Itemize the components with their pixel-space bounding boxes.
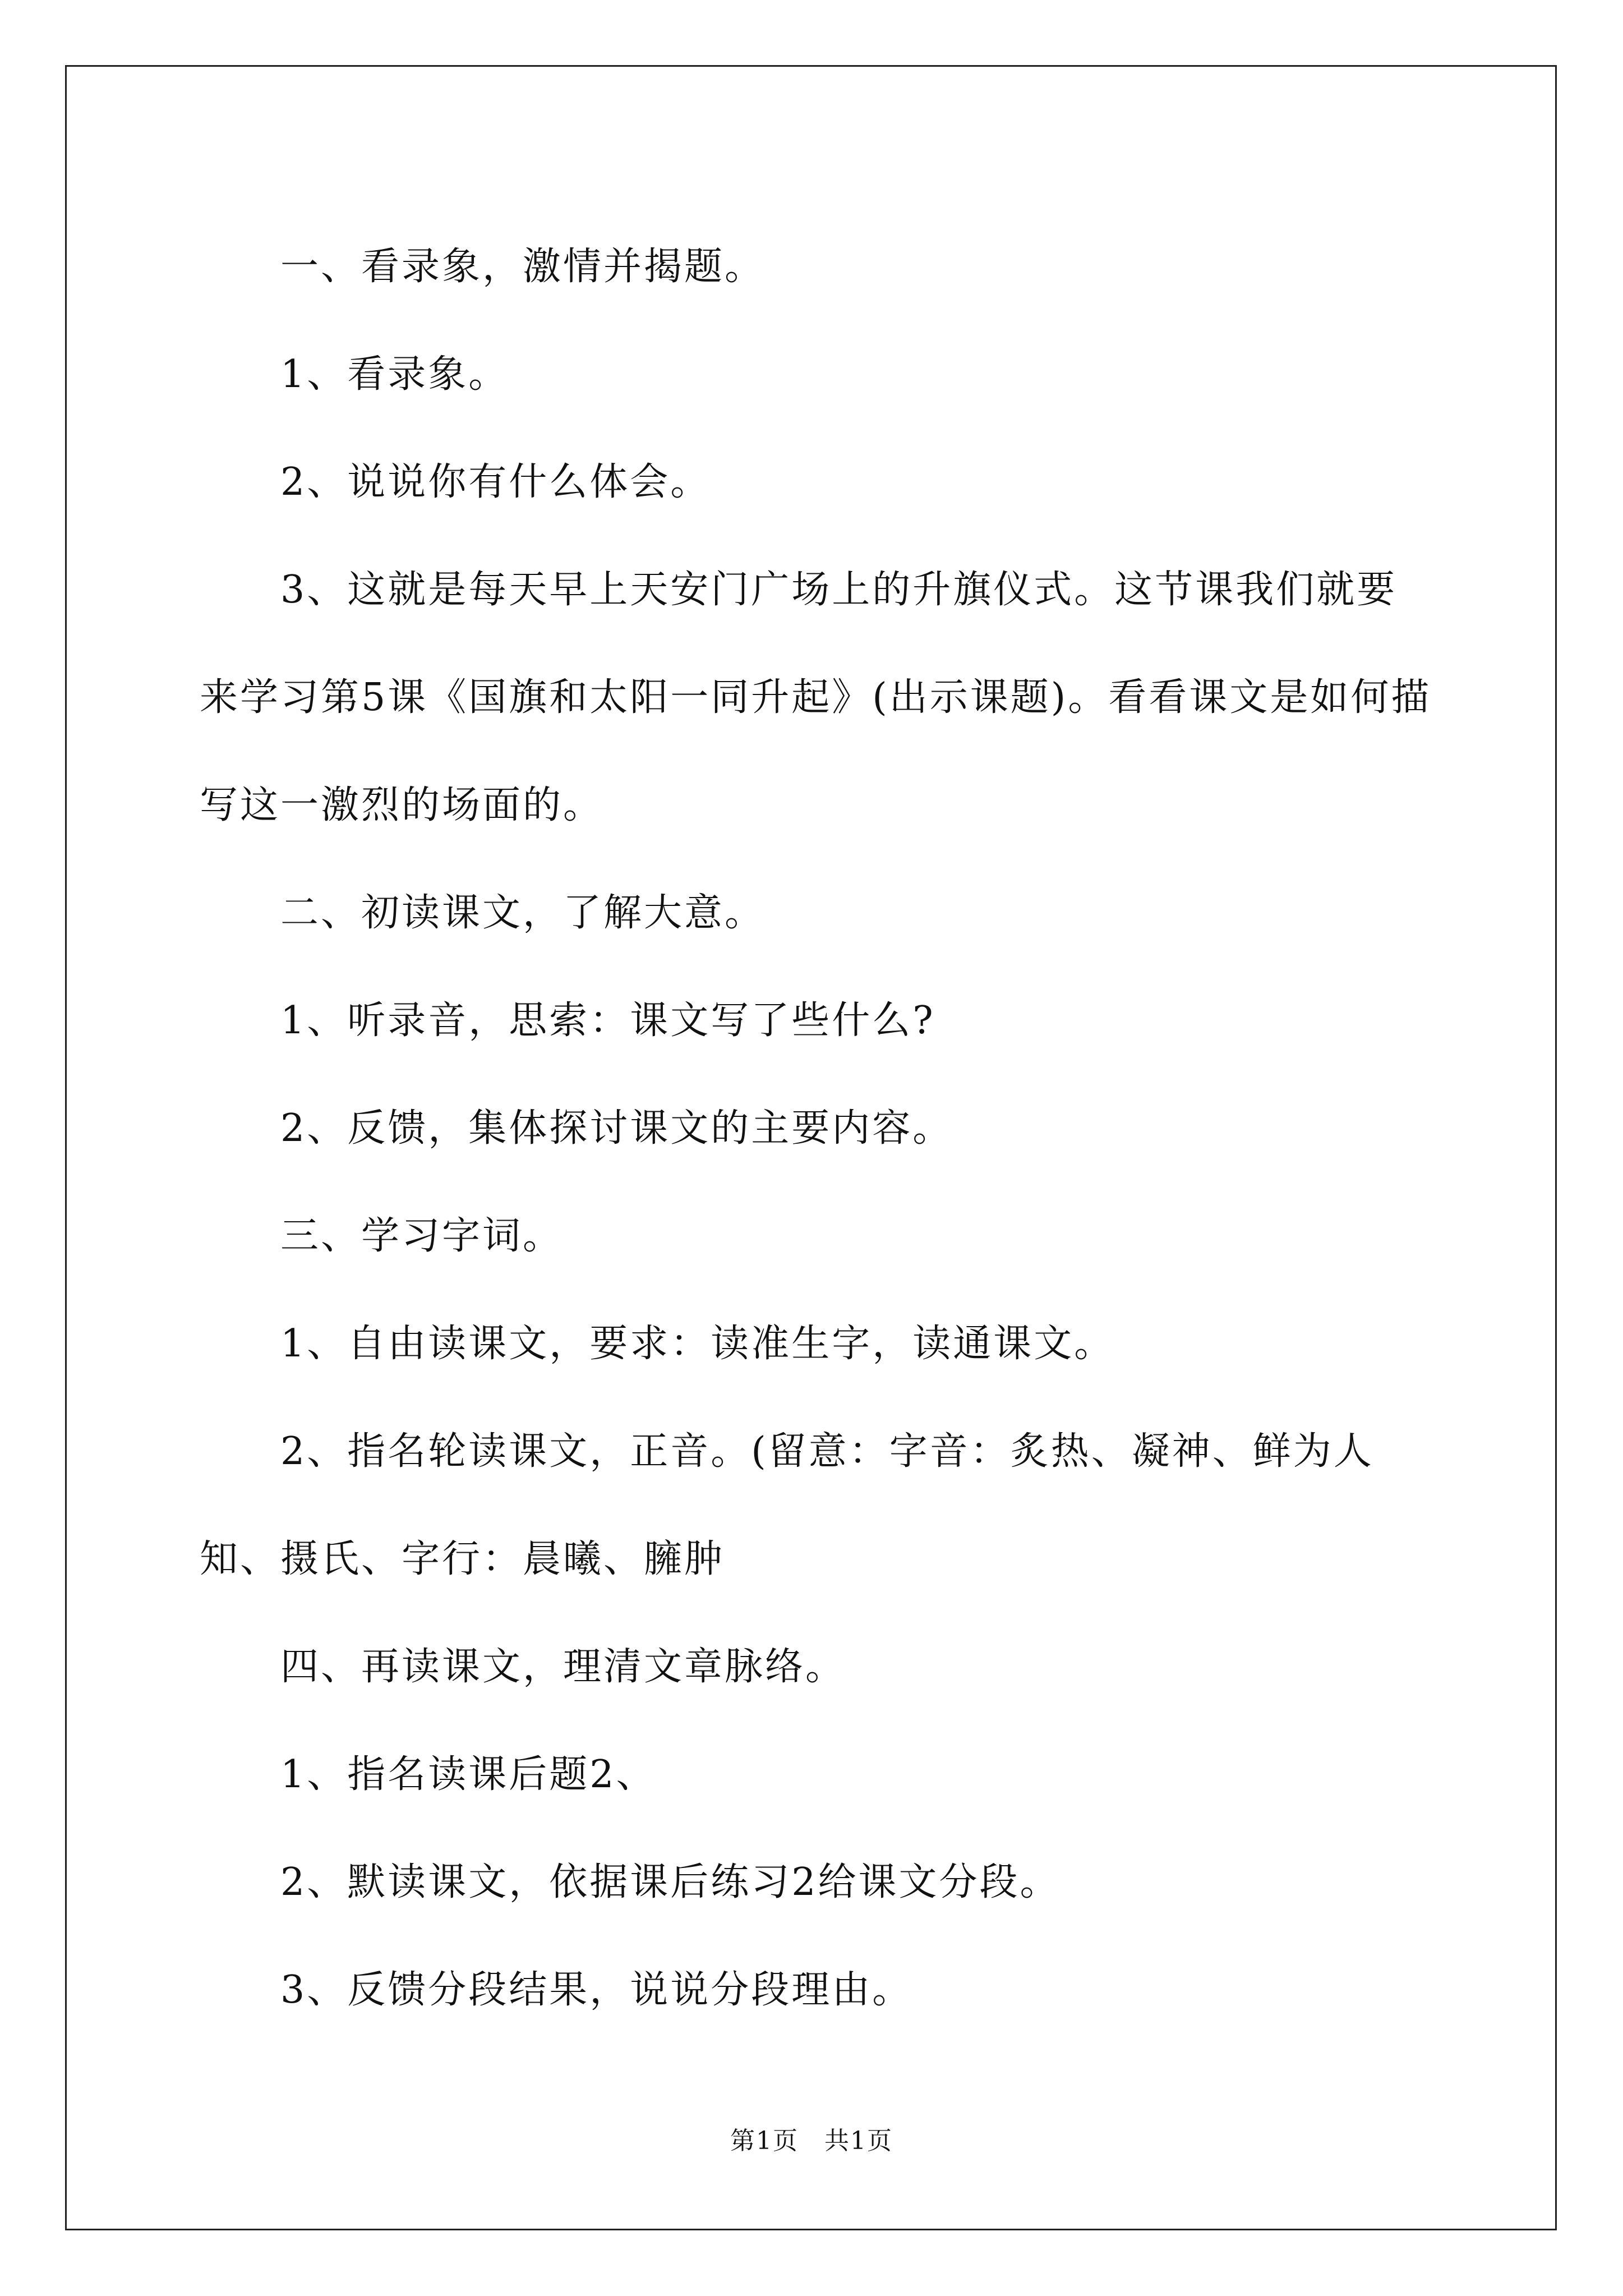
- list-item: 3、这就是每天早上天安门广场上的升旗仪式。这节课我们就要来学习第5课《国旗和太阳一同升起》(出示课题)。看看课文是如何描写这一激烈的场面的。: [200, 568, 1432, 827]
- heading-section-2: 二、初读课文，了解大意。: [280, 891, 766, 935]
- heading-section-4: 四、再读课文，理清文章脉络。: [280, 1645, 846, 1689]
- heading-section-3: 三、学习字词。: [280, 1214, 564, 1258]
- heading-section-1: 一、看录象，激情并揭题。: [280, 245, 766, 289]
- list-item: 3、反馈分段结果，说说分段理由。: [280, 1968, 913, 2012]
- list-item: 2、指名轮读课文，正音。(留意：字音：炙热、凝神、鲜为人知、摄氏、字行：晨曦、臃肿: [200, 1429, 1374, 1581]
- list-item: 2、说说你有什么体会。: [280, 460, 711, 504]
- list-item: 1、指名读课后题2、: [280, 1752, 657, 1797]
- list-item: 2、默读课文，依据课后练习2给课文分段。: [280, 1860, 1061, 1904]
- list-item: 1、看录象。: [280, 352, 509, 397]
- list-item: 1、自由读课文，要求：读准生字，读通课文。: [280, 1322, 1115, 1366]
- list-item: 2、反馈，集体探讨课文的主要内容。: [280, 1106, 953, 1151]
- page-footer: 第1页 共1页: [730, 2127, 893, 2155]
- list-item: 1、听录音，思索：课文写了些什么?: [280, 999, 935, 1043]
- document-body: [200, 213, 1433, 2044]
